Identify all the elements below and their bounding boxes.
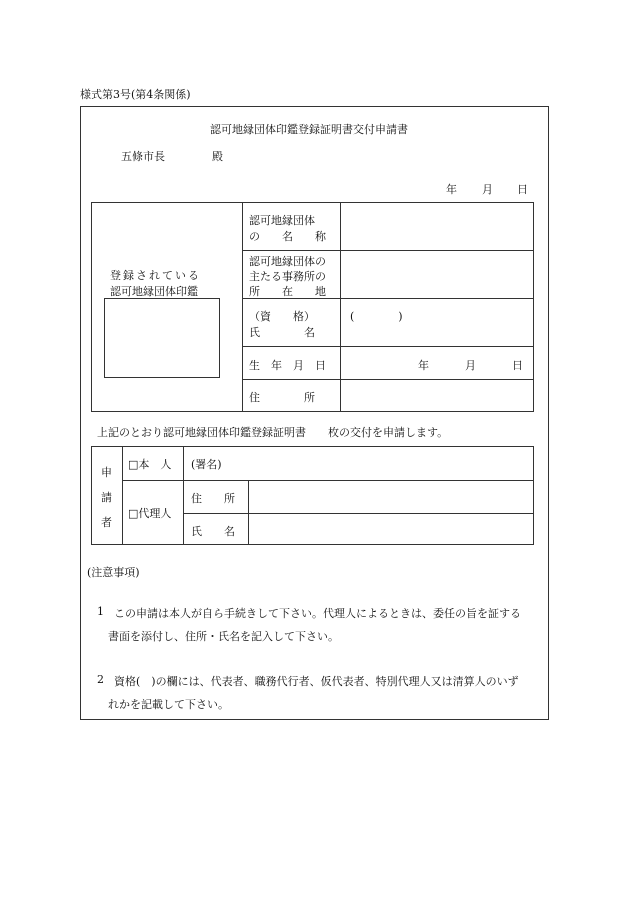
field-office-label-1: 認可地縁団体の	[249, 255, 326, 268]
field-office-label-3: 所 在 地	[249, 285, 326, 298]
applicant-label-1: 申	[101, 466, 112, 479]
note-2-number: 2	[97, 673, 104, 686]
address-field[interactable]	[341, 380, 533, 411]
form-number: 様式第3号(第4条関係)	[80, 88, 191, 101]
birth-day-unit: 日	[512, 359, 523, 372]
signature-label: (署名)	[191, 458, 222, 471]
applicant-divider	[183, 446, 184, 545]
group-name-field[interactable]	[341, 203, 533, 249]
qualification-parens: ( )	[350, 310, 403, 323]
note-1-number: 1	[97, 605, 104, 618]
note-2-line-2: れかを記載して下さい。	[108, 698, 229, 711]
field-rep-name-label: 氏 名	[249, 326, 315, 339]
addressee-honorific: 殿	[212, 150, 223, 163]
office-location-field[interactable]	[341, 251, 533, 297]
request-statement: 上記のとおり認可地縁団体印鑑登録証明書 枚の交付を申請します。	[97, 426, 449, 439]
field-qualification-label: （資 格）	[249, 310, 315, 323]
applicant-label-2: 請	[101, 491, 112, 504]
applicant-label-3: 者	[101, 516, 112, 529]
notes-heading: (注意事項)	[87, 566, 140, 579]
agent-name-label: 氏 名	[191, 525, 235, 538]
addressee-mayor: 五條市長	[121, 150, 165, 163]
agent-address-field[interactable]	[249, 481, 533, 512]
note-2-line-1: 資格( )の欄には、代表者、職務代行者、仮代表者、特別代理人又は清算人のいず	[114, 675, 519, 688]
field-name-label-1: 認可地縁団体	[249, 214, 315, 227]
agent-checkbox[interactable]: □代理人	[128, 507, 172, 520]
form-title: 認可地縁団体印鑑登録証明書交付申請書	[210, 123, 408, 136]
seal-label-line2: 認可地縁団体印鑑	[110, 285, 198, 298]
seal-impression-box	[104, 298, 220, 378]
note-1-line-2: 書面を添付し、住所・氏名を記入して下さい。	[108, 630, 339, 643]
birth-year-unit: 年	[418, 359, 429, 372]
representative-name-field[interactable]	[341, 299, 533, 345]
agent-name-field[interactable]	[249, 514, 533, 544]
field-address-label: 住 所	[249, 391, 315, 404]
field-name-label-2: の 名 称	[249, 230, 326, 243]
field-office-label-2: 主たる事務所の	[249, 270, 326, 283]
agent-address-label: 住 所	[191, 492, 235, 505]
self-checkbox[interactable]: □本 人	[128, 458, 172, 471]
applicant-divider	[122, 446, 123, 545]
table-row-divider	[242, 346, 534, 347]
date-day: 日	[517, 183, 528, 196]
field-birthdate-label: 生 年 月 日	[249, 359, 326, 372]
note-1-line-1: この申請は本人が自ら手続きして下さい。代理人によるときは、委任の旨を証する	[114, 607, 521, 620]
table-divider	[242, 202, 243, 412]
seal-label-line1: 登録されている	[110, 269, 201, 282]
date-year: 年	[446, 183, 457, 196]
birth-month-unit: 月	[465, 359, 476, 372]
date-month: 月	[482, 183, 493, 196]
